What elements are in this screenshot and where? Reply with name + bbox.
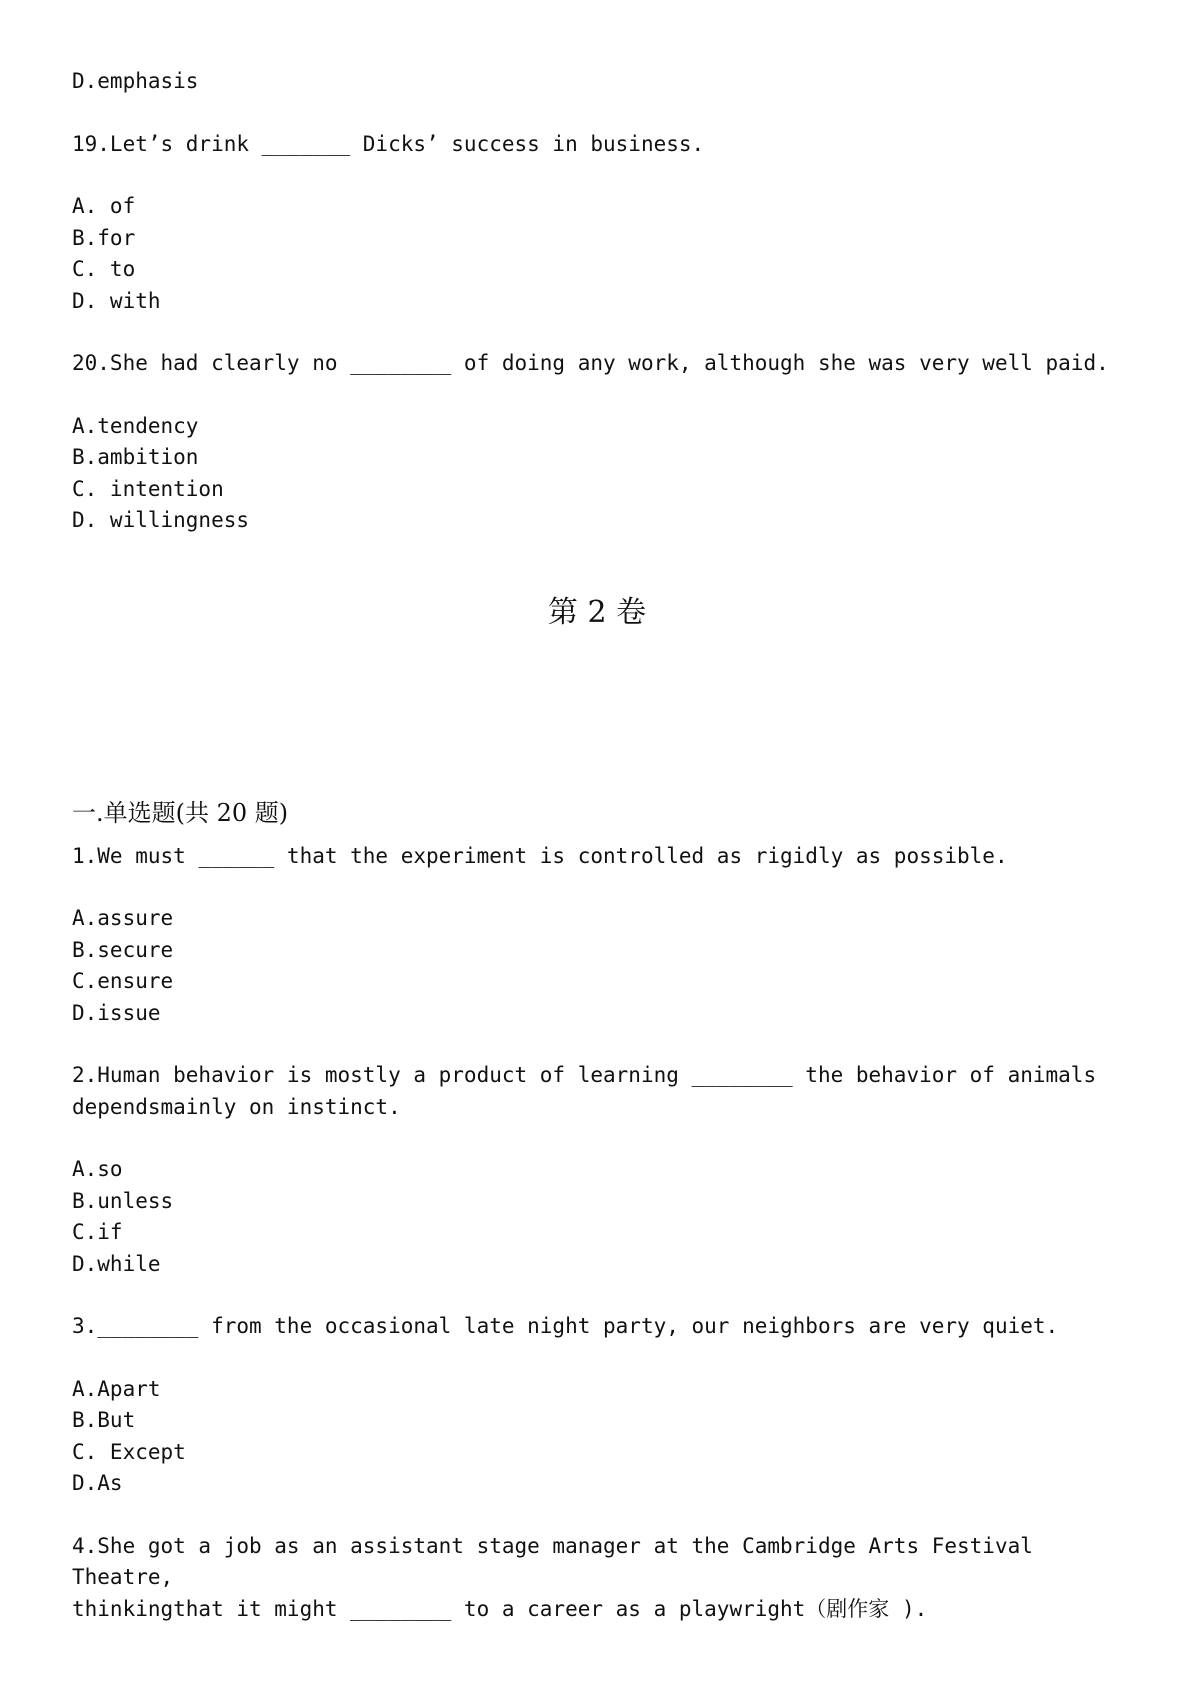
q20-option-b: B.ambition	[72, 445, 199, 469]
q2-option-b: B.unless	[72, 1188, 174, 1213]
q1-option-b: B.secure	[72, 937, 174, 962]
spacer	[72, 1029, 1122, 1060]
spacer	[72, 317, 1122, 348]
q19-option-c: C. to	[72, 257, 136, 281]
q20-stem: 20.She had clearly no ________ of doing any work, although she was very well paid.	[72, 351, 1109, 375]
spacer	[72, 1500, 1122, 1531]
q3-stem: 3.________ from the occasional late night party, our neighbors are very quiet.	[72, 1314, 1059, 1338]
q1-option-d: D.issue	[72, 1000, 161, 1025]
q2-option-a: A.so	[72, 1157, 123, 1181]
spacer	[72, 831, 1122, 841]
section-2-title: 第 2 卷	[547, 594, 647, 630]
q19-option-d: D. with	[72, 288, 161, 313]
q19-option-b: B.for	[72, 225, 136, 250]
q19-option-a: A. of	[72, 194, 136, 218]
spacer	[72, 380, 1122, 411]
q1-option-a: A.assure	[72, 906, 174, 930]
q1-stem: 1.We must ______ that the experiment is controlled as rigidly as possible.	[72, 843, 1008, 868]
spacer	[72, 872, 1122, 903]
q20-option-a: A.tendency	[72, 413, 199, 438]
q4-stem-line-2: thinkingthat it might ________ to a career as a playwright（剧作家 ).	[72, 1596, 928, 1621]
q18-option-d: D.emphasis	[72, 69, 199, 93]
exam-page	[72, 66, 1122, 1625]
q2-option-c: C.if	[72, 1220, 123, 1244]
spacer	[72, 1123, 1122, 1154]
spacer	[72, 1343, 1122, 1374]
spacer	[72, 537, 1122, 593]
spacer	[72, 160, 1122, 191]
spacer	[72, 98, 1122, 129]
q20-option-c: C. intention	[72, 476, 224, 501]
q2-stem-line-2: dependsmainly on instinct.	[72, 1094, 401, 1119]
q3-option-a: A.Apart	[72, 1376, 161, 1401]
q3-option-d: D.As	[72, 1471, 123, 1495]
q2-option-d: D.while	[72, 1251, 161, 1276]
group-title: 一.单选题(共 20 题)	[72, 798, 289, 827]
q3-option-c: C. Except	[72, 1439, 186, 1464]
spacer	[72, 633, 1122, 795]
spacer	[72, 1280, 1122, 1311]
q19-stem: 19.Let’s drink _______ Dicks’ success in business.	[72, 131, 705, 156]
q20-option-d: D. willingness	[72, 508, 250, 532]
q3-option-b: B.But	[72, 1408, 136, 1432]
q1-option-c: C.ensure	[72, 969, 174, 993]
q4-stem-line-1: 4.She got a job as an assistant stage manager at the Cambridge Arts Festival Theatre,	[72, 1533, 1046, 1589]
q2-stem-line-1: 2.Human behavior is mostly a product of learning ________ the behavior of animals	[72, 1063, 1097, 1087]
